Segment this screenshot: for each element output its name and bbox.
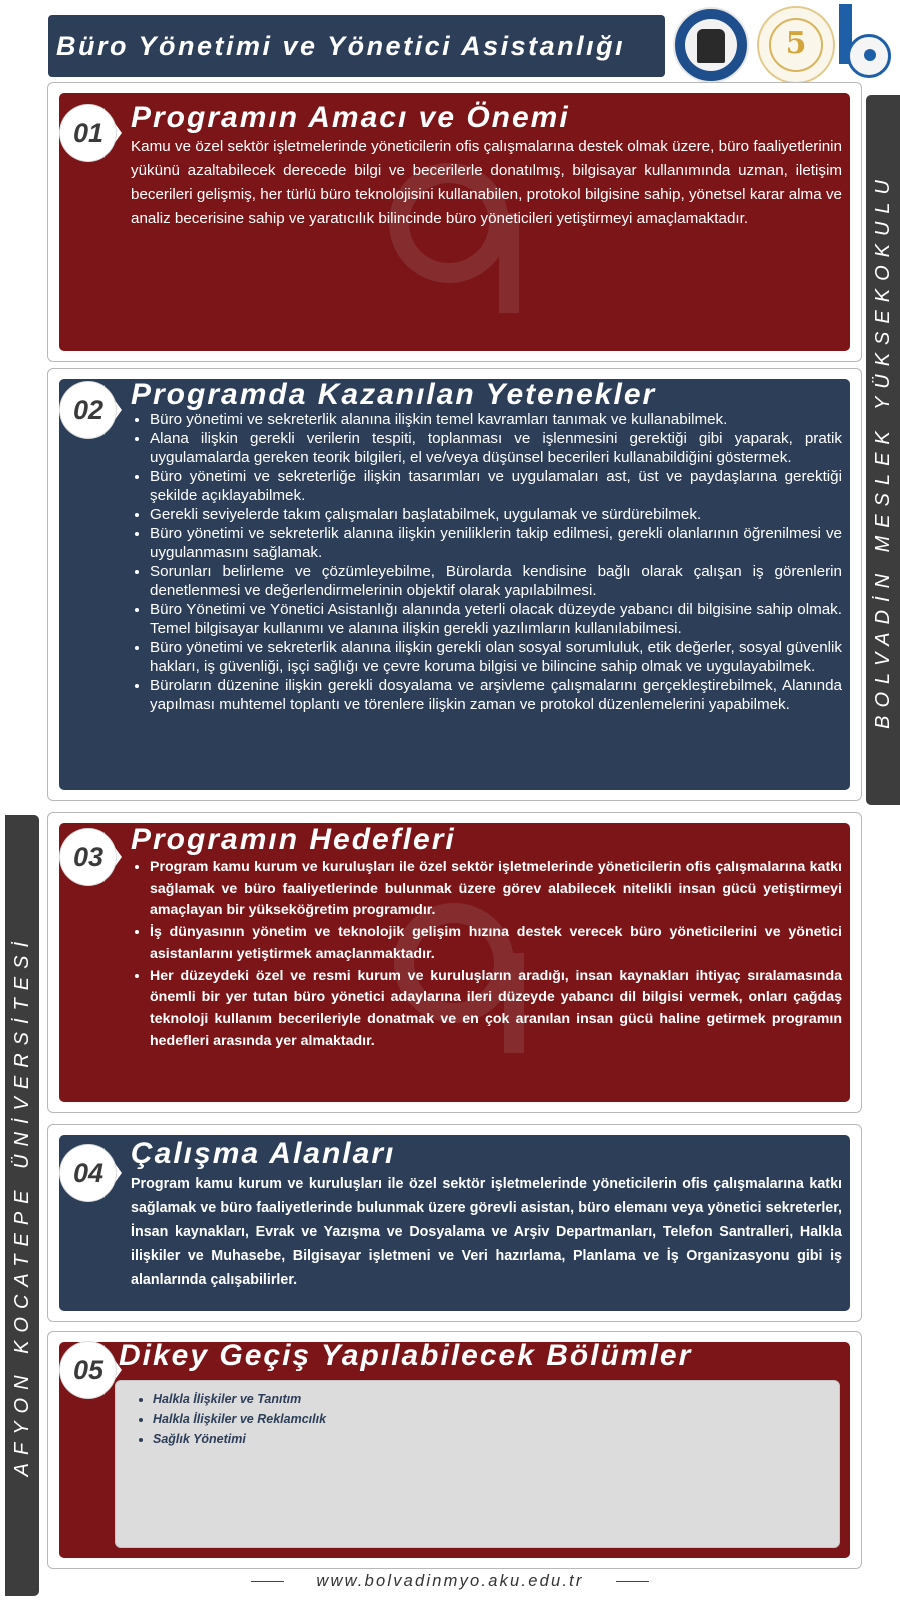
list-item: • Sağlık Yönetimi (153, 1429, 839, 1449)
section-title: Programın Amacı ve Önemi (131, 101, 570, 134)
section-title: Programda Kazanılan Yetenekler (131, 378, 657, 411)
section-title: Dikey Geçiş Yapılabilecek Bölümler (119, 1339, 693, 1372)
list-item: • Büro yönetimi ve sekreterliğe ilişkin tasarımları ve uygulamaları ast, üst ve paydaşlarına gerektiği şekilde açıklayabilmek. (150, 467, 842, 505)
list-item: • Gerekli seviyelerde takım çalışmaları başlatabilmek, uygulamak ve sürdürebilmek. (150, 505, 842, 524)
school-name-text: BOLVADİN MESLEK YÜKSEKOKULU (871, 171, 894, 729)
section-number-badge (60, 1145, 116, 1201)
page-title: Büro Yönetimi ve Yönetici Asistanlığı (56, 30, 626, 61)
section-title: Programın Hedefleri (131, 823, 456, 856)
school-name-sidebar (866, 95, 900, 805)
footer-divider-left (251, 1581, 284, 1582)
list-item: • Büro yönetimi ve sekreterlik alanına ilişkin temel kavramları tanımak ve kullanabilmek. (150, 410, 842, 429)
section-purpose-panel (59, 93, 850, 351)
list-item: • Alana ilişkin gerekli verilerin tespiti, toplanması ve işlenmesini gerektiği gibi yaparak, pratik uygulamalarda gereken teorik bilgileri, el ve/veya düşünsel becerileri kullanabildiğini göstermek. (150, 429, 842, 467)
university-name-sidebar (5, 815, 39, 1596)
list-item: • İş dünyasının yönetim ve teknolojik gelişim hızına destek verecek büro yöneticilerini ve yönetici asistanlarını yetiştirmek amaçlanmaktadır. (150, 922, 842, 965)
section-work-areas-panel (59, 1135, 850, 1311)
section-number: 01 (72, 117, 104, 148)
list-item: • Büro yönetimi ve sekreterlik alanına ilişkin yeniliklerin takip edilmesi, gerekli olanlarının öğrenilmesi ve uygulanmasını sağlamak. (150, 524, 842, 562)
section-purpose (47, 82, 862, 362)
list-item: • Büro Yönetimi ve Yönetici Asistanlığı alanında yeterli olacak düzeyde yabancı dil bilgisine sahip olmak. Temel bilgisayar kullanımı ve alanına ilişkin gerekli yazılımların kullanılabilmesi. (150, 600, 842, 638)
school-logo (839, 4, 897, 90)
list-item: • Büro yönetimi ve sekreterlik alanına ilişkin gerekli olan sosyal sorumluluk, etik değerler, sosyal güvenlik hakları, iş güvenliği, işçi sağlığı ve çevre koruma bilgisi ve bilincine sahip olmak ve uygulayabilmek. (150, 638, 842, 676)
anniversary-5-logo: 5 (757, 6, 835, 84)
section-work-areas (47, 1124, 862, 1322)
website-url[interactable]: www.bolvadinmyo.aku.edu.tr (316, 1572, 584, 1590)
section-goals-panel (59, 823, 850, 1102)
section-body: Program kamu kurum ve kuruluşları ile özel sektör işletmelerinde yöneticilerin ofis çalışmalarına katkı sağlamak ve büro faaliyetlerinde bulunmak üzere görevli asistan, büro elemanı veya yönetici sekreterler, İnsan kaynakları, Evrak ve Yazışma ve Dosyalama ve Arşiv Departmanları, Telefon Santralleri, Halkla ilişkiler ve Muhasebe, Bilgisayar işletmeni ve Veri hazırlama, Planlama ve İş Organizasyonu gibi iş alanlarında çalışabilirler. (131, 1176, 842, 1288)
section-number-badge (60, 382, 116, 438)
university-name-text: AFYON KOCATEPE ÜNİVERSİTESİ (10, 934, 33, 1477)
section-body (131, 410, 842, 714)
university-logo (673, 7, 749, 83)
footer (0, 1572, 900, 1591)
title-banner (48, 15, 665, 77)
section-number-badge (60, 105, 116, 161)
list-item: • Sorunları belirleme ve çözümleyebilme, Bürolarda kendisine bağlı olarak çalışan iş görenlerin denetlenmesi ve değerlendirmelerinin objektif olarak yapılabilmesi. (150, 562, 842, 600)
footer-divider-right (616, 1581, 649, 1582)
section-skills-panel (59, 379, 850, 790)
departments-box (115, 1380, 840, 1548)
section-number-badge (60, 1342, 116, 1398)
section-skills (47, 368, 862, 801)
list-item: • Her düzeydeki özel ve resmi kurum ve kuruluşların aradığı, insan kaynakları ihtiyaç sıralamasında önemli bir yer tutan büro yönetici adaylarına ileri düzeyde yabancı dil bilgisi vermek, onları çağdaş teknoloji kullanım becerileriyle donatmak ve en çok aranılan insan gücü haline getirmek programın hedefleri arasında yer almaktadır. (150, 966, 842, 1053)
section-number: 04 (72, 1157, 104, 1188)
section-body: Kamu ve özel sektör işletmelerinde yöneticilerin ofis çalışmalarına destek olmak üzere, büro faaliyetlerinin yükünü azaltabilecek derecede bilgi ve becerilerle donatılmış, bilgisayar kullanımında uzman, iletişim becerileri gelişmiş, her türlü büro teknolojisini kullanabilen, protokol bilgisine sahip, yönetsel karar alma ve analiz becerisine sahip ve yaratıcılık bilincinde büro yöneticileri yetiştirmeyi amaçlamaktadır. (131, 138, 842, 227)
section-number: 05 (72, 1354, 104, 1385)
section-number: 02 (72, 394, 104, 425)
list-item: • Halkla İlişkiler ve Reklamcılık (153, 1409, 839, 1429)
section-goals (47, 812, 862, 1113)
section-number: 03 (72, 841, 104, 872)
list-item: • Program kamu kurum ve kuruluşları ile özel sektör işletmelerinde yöneticilerin ofis çalışmalarına katkı sağlamak ve büro faaliyetlerinde bulunmak üzere görev alabilecek nitelikli insan gücü yetiştirmeyi amaçlayan bir yükseköğretim programıdır. (150, 857, 842, 922)
list-item: • Halkla İlişkiler ve Tanıtım (153, 1389, 839, 1409)
list-item: • Büroların düzenine ilişkin gerekli dosyalama ve arşivleme çalışmalarını gerçekleştirebilmek, Alanında yapılması muhtemel toplantı ve törenlere ilişkin zaman ve protokol düzenlemelerini yapabilmek. (150, 676, 842, 714)
section-number-badge (60, 829, 116, 885)
section-body (131, 857, 842, 1052)
section-title: Çalışma Alanları (131, 1137, 396, 1170)
section-vertical-transfer-panel (59, 1339, 850, 1558)
section-vertical-transfer (47, 1331, 862, 1569)
